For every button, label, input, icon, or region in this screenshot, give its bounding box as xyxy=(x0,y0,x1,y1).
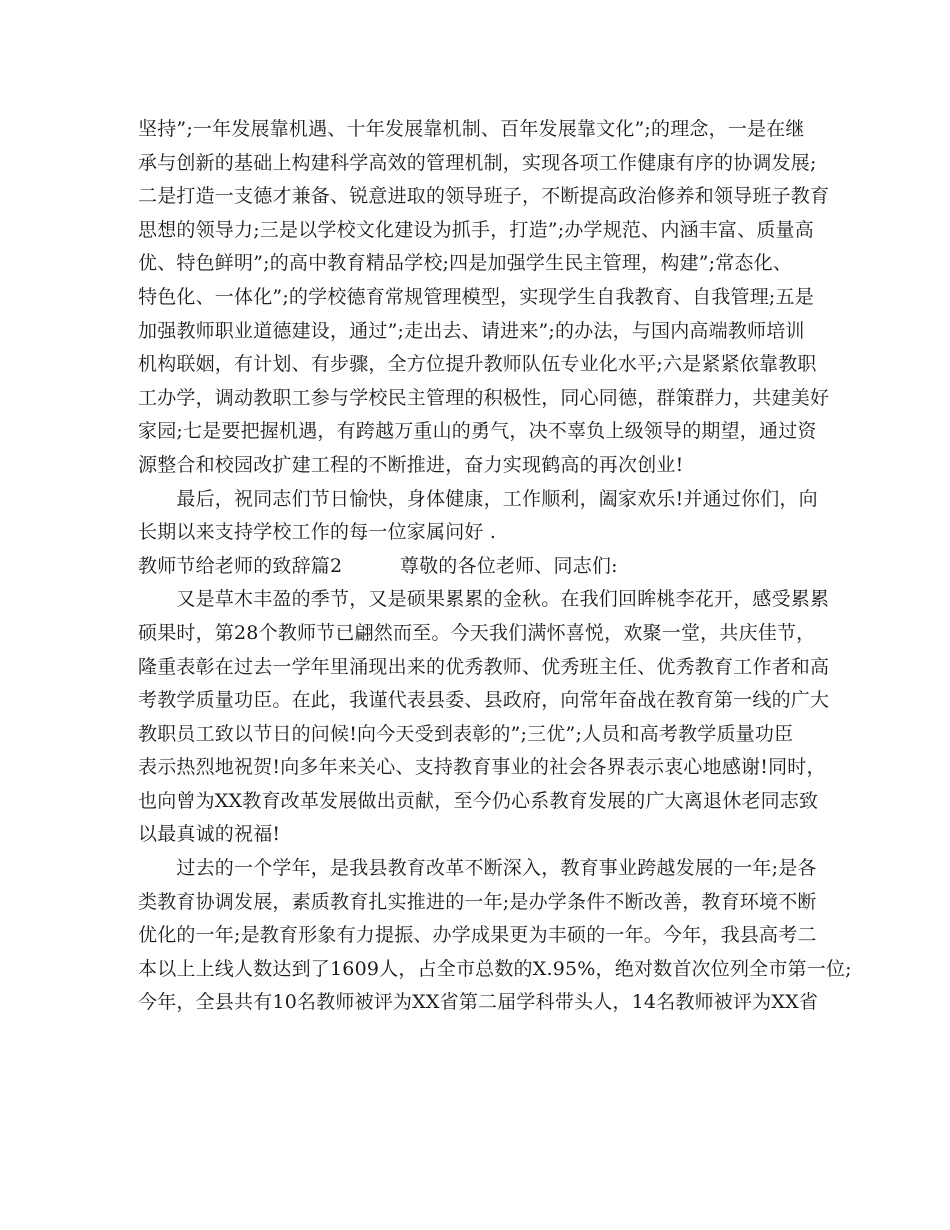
paragraph-3 xyxy=(138,583,828,852)
paragraph-2 xyxy=(138,483,828,550)
text-line: 源整合和校园改扩建工程的不断推进，奋力实现鹤高的再次创业! xyxy=(138,453,684,476)
text-line: 表示热烈地祝贺!向多年来关心、支持教育事业的社会各界表示衷心地感谢!同时， xyxy=(138,756,826,779)
text-line: 最后，祝同志们节日愉快，身体健康，工作顺利，阖家欢乐!并通过你们，向 xyxy=(138,487,818,510)
text-line: 坚持”;一年发展靠机遇、十年发展靠机制、百年发展靠文化”;的理念，一是在继 xyxy=(138,118,805,140)
text-line: 以最真诚的祝福! xyxy=(138,823,281,846)
paragraph-1 xyxy=(138,113,828,483)
text-line: 教职员工致以节日的问候!向今天受到表彰的”;三优”;人员和高考教学质量功臣 xyxy=(138,722,794,745)
document-body xyxy=(138,113,852,1020)
text-line: 特色化、一体化”;的学校德育常规管理模型，实现学生自我教育、自我管理;五是 xyxy=(138,285,814,308)
text-line: 长期以来支持学校工作的每一位家属问好 . xyxy=(138,521,497,544)
text-line: 类教育协调发展，素质教育扎实推进的一年;是办学条件不断改善，教育环境不断 xyxy=(138,890,817,913)
text-line: 本以上上线人数达到了1609人，占全市总数的X.95%，绝对数首次位列全市第一位; xyxy=(138,957,852,980)
text-line: 过去的一个学年，是我县教育改革不断深入，教育事业跨越发展的一年;是各 xyxy=(138,857,817,880)
text-line: 优化的一年;是教育形象有力提振、办学成果更为丰硕的一年。今年，我县高考二 xyxy=(138,924,817,947)
text-line: 承与创新的基础上构建科学高效的管理机制，实现各项工作健康有序的协调发展; xyxy=(138,151,817,174)
text-line: 工办学，调动教职工参与学校民主管理的积极性，同心同德，群策群力，共建美好 xyxy=(138,386,830,409)
text-line: 又是草木丰盈的季节，又是硕果累累的金秋。在我们回眸桃李花开，感受累累 xyxy=(138,588,830,611)
text-line: 机构联姻，有计划、有步骤，全方位提升教师队伍专业化水平;六是紧紧依靠教职 xyxy=(138,353,817,376)
text-line: 二是打造一支德才兼备、锐意进取的领导班子，不断提高政治修养和领导班子教育 xyxy=(138,185,830,208)
text-line: 加强教师职业道德建设，通过”;走出去、请进来”;的办法，与国内高端教师培训 xyxy=(138,319,805,342)
section-heading: 教师节给老师的致辞篇2 尊敬的各位老师、同志们: xyxy=(138,554,618,577)
text-line: 也向曾为XX教育改革发展做出贡献，至今仍心系教育发展的广大离退休老同志致 xyxy=(138,789,819,812)
text-line: 考教学质量功臣。在此，我谨代表县委、县政府，向常年奋战在教育第一线的广大 xyxy=(138,689,830,712)
text-line: 思想的领导力;三是以学校文化建设为抓手，打造”;办学规范、内涵丰富、质量高 xyxy=(138,218,814,241)
text-line: 家园;七是要把握机遇，有跨越万重山的勇气，决不辜负上级领导的期望，通过资 xyxy=(138,420,817,443)
paragraph-4 xyxy=(138,852,852,1020)
text-line: 今年，全县共有10名教师被评为XX省第二届学科带头人，14名教师被评为XX省 xyxy=(138,991,819,1014)
text-line: 隆重表彰在过去一学年里涌现出来的优秀教师、优秀班主任、优秀教育工作者和高 xyxy=(138,655,830,678)
text-line: 优、特色鲜明”;的高中教育精品学校;四是加强学生民主管理，构建”;常态化、 xyxy=(138,252,793,275)
text-line: 硕果时，第28个教师节已翩然而至。今天我们满怀喜悦，欢聚一堂，共庆佳节， xyxy=(138,621,816,644)
